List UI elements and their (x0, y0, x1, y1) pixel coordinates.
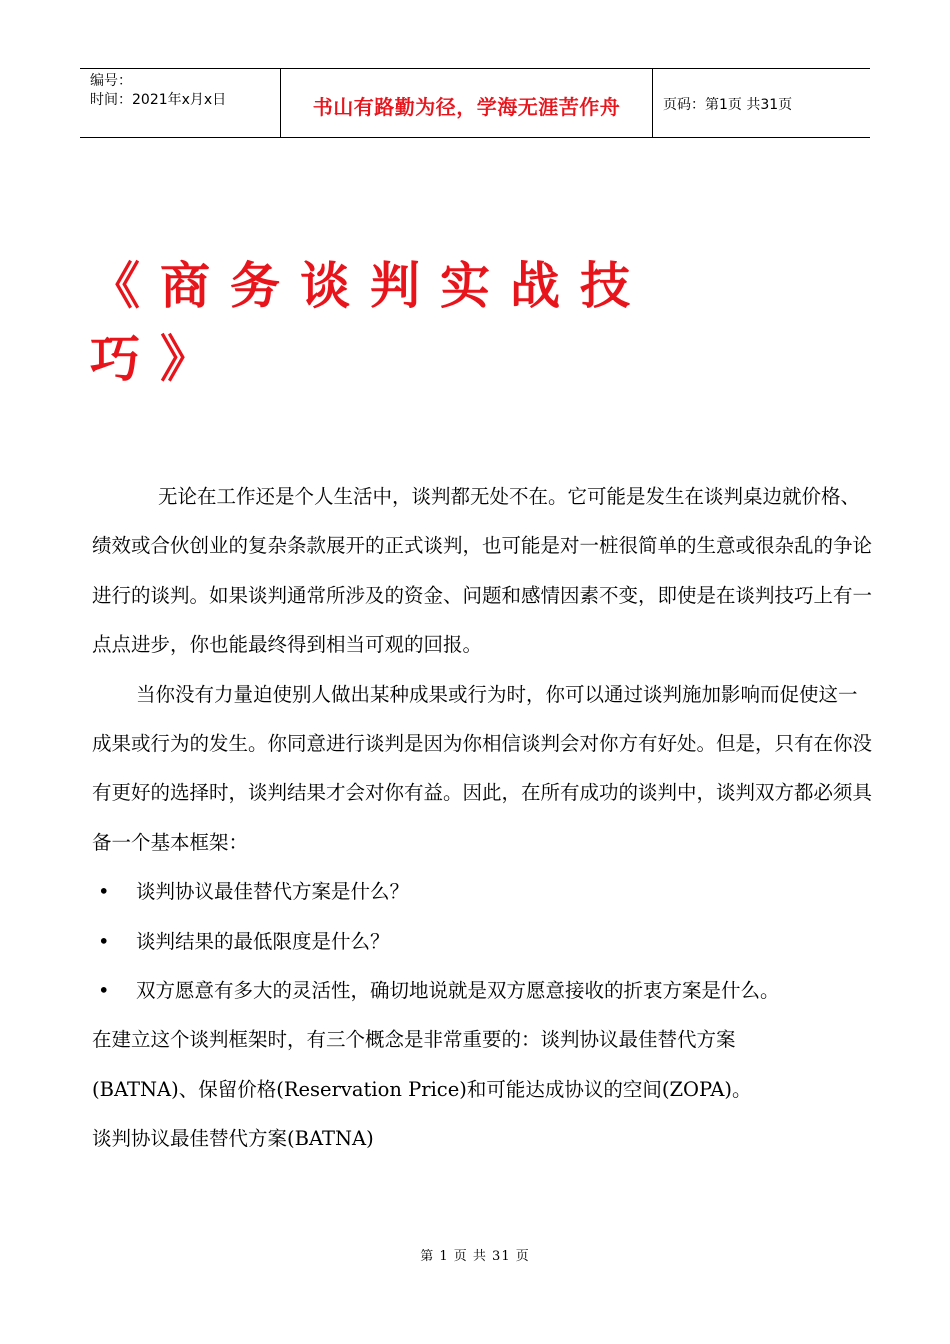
bullet-text: 谈判结果的最低限度是什么？ (136, 929, 390, 953)
document-title (90, 250, 790, 396)
header-motto: 书山有路勤为径，学海无涯苦作舟 (281, 69, 653, 137)
document-date-label: 时间：2021年x月x日 (90, 92, 227, 108)
title-line-2: 巧》 (90, 330, 230, 388)
header-page-number: 页码：第1页 共31页 (663, 97, 793, 113)
page-footer: 第 1 页 共 31 页 (420, 1249, 530, 1264)
document-number-label: 编号： (90, 73, 132, 89)
bullet-item (92, 867, 872, 916)
bullet-dot: • (98, 880, 110, 904)
document-body (92, 472, 872, 1164)
document-header (80, 68, 870, 138)
bullet-dot: • (98, 929, 110, 953)
bullet-dot: • (98, 979, 110, 1003)
title-line-1: 《商务谈判实战技 (90, 257, 650, 315)
bullet-text: 谈判协议最佳替代方案是什么？ (136, 880, 410, 904)
paragraph-1: 无论在工作还是个人生活中，谈判都无处不在。它可能是发生在谈判桌边就价格、绩效或合伙创业的复杂条款展开的正式谈判，也可能是对一桩很简单的生意或很杂乱的争论进行的谈判。如果谈判通常所涉及的资金、问题和感情因素不变，即使是在谈判技巧上有一点点进步，你也能最终得到相当可观的回报。 (92, 485, 873, 657)
paragraph-2: 当你没有力量迫使别人做出某种成果或行为时，你可以通过谈判施加影响而促使这一成果或行为的发生。你同意进行谈判是因为你相信谈判会对你方有好处。但是，只有在你没有更好的选择时，谈判结果才会对你有益。因此，在所有成功的谈判中，谈判双方都必须具备一个基本框架： (92, 682, 873, 854)
header-meta (80, 69, 281, 137)
bullet-item (92, 917, 872, 966)
paragraph-3-line-2-text: (BATNA)、保留价格(Reservation Price)和可能达成协议的空间(ZOPA)。 (92, 1077, 752, 1101)
bullet-text: 双方愿意有多大的灵活性，确切地说就是双方愿意接收的折衷方案是什么。 (136, 979, 780, 1003)
paragraph-3-line-2 (92, 1065, 872, 1114)
bullet-item (92, 966, 872, 1015)
paragraph-3-line-1: 在建立这个谈判框架时，有三个概念是非常重要的：谈判协议最佳替代方案 (92, 1028, 736, 1052)
paragraph-4: 谈判协议最佳替代方案(BATNA) (92, 1127, 374, 1151)
